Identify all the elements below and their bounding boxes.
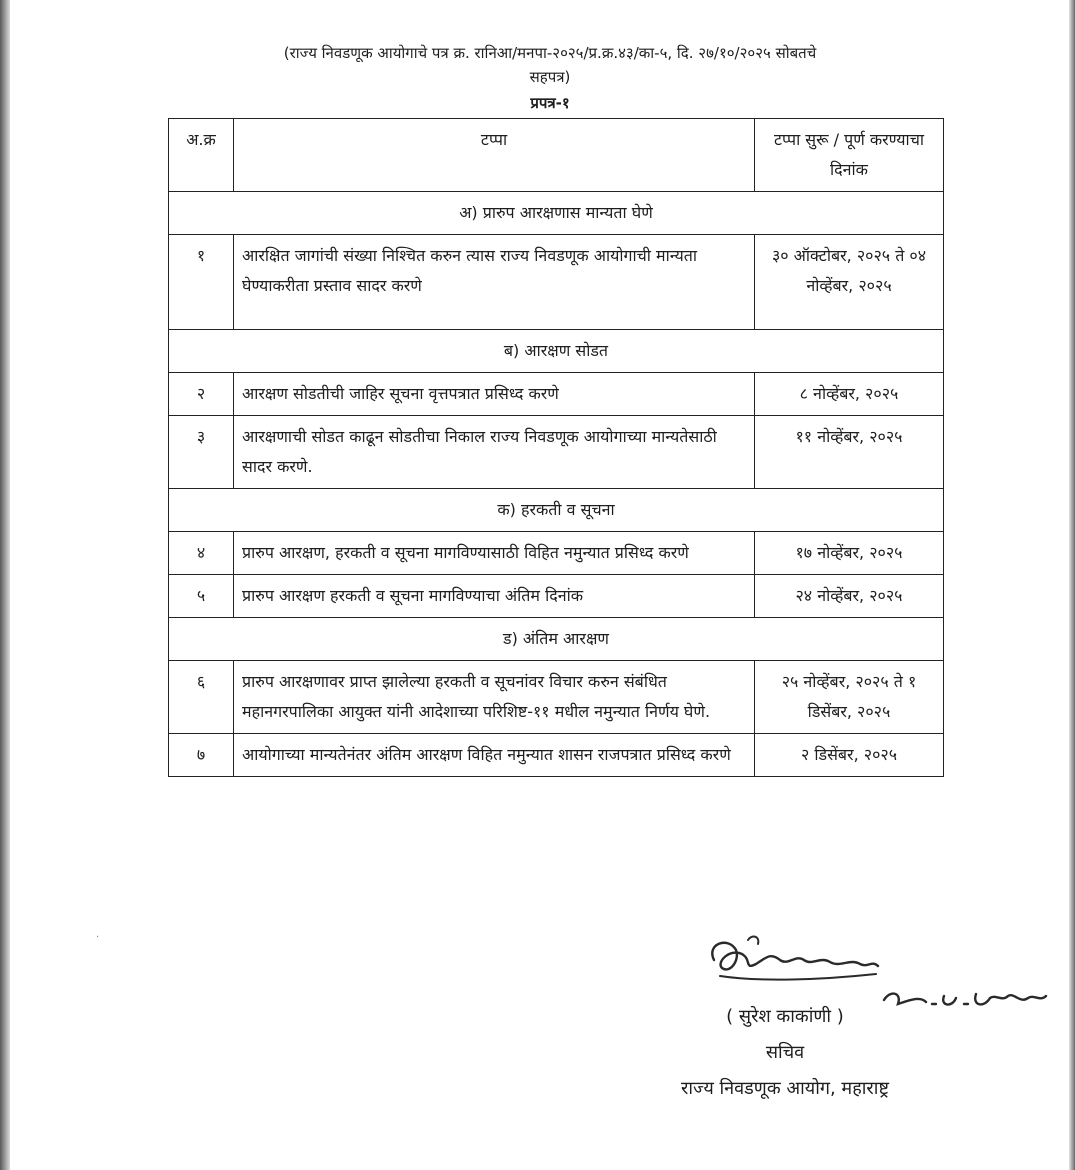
header-reference-line: (राज्य निवडणूक आयोगाचे पत्र क्र. रानिआ/मनपा-२०२५/प्र.क्र.४३/का-५, दि. २७/१०/२०२५ सोबतचे: [283, 44, 817, 62]
row-serial: ५: [169, 575, 234, 618]
row-stage: प्रारुप आरक्षण हरकती व सूचना मागविण्याचा अंतिम दिनांक: [234, 575, 755, 618]
scan-edge-right: [1069, 0, 1075, 1170]
header-reference-line-2: सहपत्र): [529, 68, 571, 86]
row-serial: २: [169, 373, 234, 416]
table-header-row: [169, 119, 944, 192]
row-serial: ७: [169, 734, 234, 777]
table-row: [169, 416, 944, 489]
section-title: ब) आरक्षण सोडत: [169, 330, 944, 373]
handwritten-signature: [700, 930, 890, 990]
row-stage: प्रारुप आरक्षण, हरकती व सूचना मागविण्यासाठी विहित नमुन्यात प्रसिध्द करणे: [234, 532, 755, 575]
handwritten-signature-date: [880, 980, 1050, 1020]
scan-edge-left: [0, 0, 10, 1170]
row-serial: ३: [169, 416, 234, 489]
row-date: ८ नोव्हेंबर, २०२५: [755, 373, 944, 416]
row-serial: १: [169, 235, 234, 330]
section-row: [169, 192, 944, 235]
section-row: [169, 618, 944, 661]
signatory-name: ( सुरेश काकांणी ): [726, 1006, 844, 1027]
row-stage: आरक्षण सोडतीची जाहिर सूचना वृत्तपत्रात प्रसिध्द करणे: [234, 373, 755, 416]
scan-speck: ·: [96, 932, 100, 943]
row-date: २५ नोव्हेंबर, २०२५ ते १ डिसेंबर, २०२५: [755, 661, 944, 734]
row-stage: प्रारुप आरक्षणावर प्राप्त झालेल्या हरकती व सूचनांवर विचार करुन संबंधित महानगरपालिका आयुक्त यांनी आदेशाच्या परिशिष्ट-११ मधील नमुन्यात निर्णय घेणे.: [234, 661, 755, 734]
table-row: [169, 235, 944, 330]
row-serial: ६: [169, 661, 234, 734]
header-date: टप्पा सुरू / पूर्ण करण्याचा दिनांक: [755, 119, 944, 192]
signatory-designation: सचिव: [765, 1042, 805, 1063]
form-title: प्रपत्र-१: [530, 94, 570, 112]
row-stage: आरक्षित जागांची संख्या निश्चित करुन त्यास राज्य निवडणूक आयोगाची मान्यता घेण्याकरीता प्रस्ताव सादर करणे: [234, 235, 755, 330]
table-row: [169, 661, 944, 734]
header-serial: अ.क्र: [169, 119, 234, 192]
row-serial: ४: [169, 532, 234, 575]
row-stage: आयोगाच्या मान्यतेनंतर अंतिम आरक्षण विहित नमुन्यात शासन राजपत्रात प्रसिध्द करणे: [234, 734, 755, 777]
table-row: [169, 575, 944, 618]
section-row: [169, 489, 944, 532]
section-title: अ) प्रारुप आरक्षणास मान्यता घेणे: [169, 192, 944, 235]
table-row: [169, 373, 944, 416]
header-stage: टप्पा: [234, 119, 755, 192]
section-title: ड) अंतिम आरक्षण: [169, 618, 944, 661]
row-date: ११ नोव्हेंबर, २०२५: [755, 416, 944, 489]
row-date: २ डिसेंबर, २०२५: [755, 734, 944, 777]
section-row: [169, 330, 944, 373]
row-date: १७ नोव्हेंबर, २०२५: [755, 532, 944, 575]
schedule-table: [168, 118, 944, 777]
row-stage: आरक्षणाची सोडत काढून सोडतीचा निकाल राज्य निवडणूक आयोगाच्या मान्यतेसाठी सादर करणे.: [234, 416, 755, 489]
table-row: [169, 532, 944, 575]
row-date: २४ नोव्हेंबर, २०२५: [755, 575, 944, 618]
row-date: ३० ऑक्टोबर, २०२५ ते ०४ नोव्हेंबर, २०२५: [755, 235, 944, 330]
section-title: क) हरकती व सूचना: [169, 489, 944, 532]
signatory-office: राज्य निवडणूक आयोग, महाराष्ट्र: [681, 1078, 889, 1099]
table-row: [169, 734, 944, 777]
